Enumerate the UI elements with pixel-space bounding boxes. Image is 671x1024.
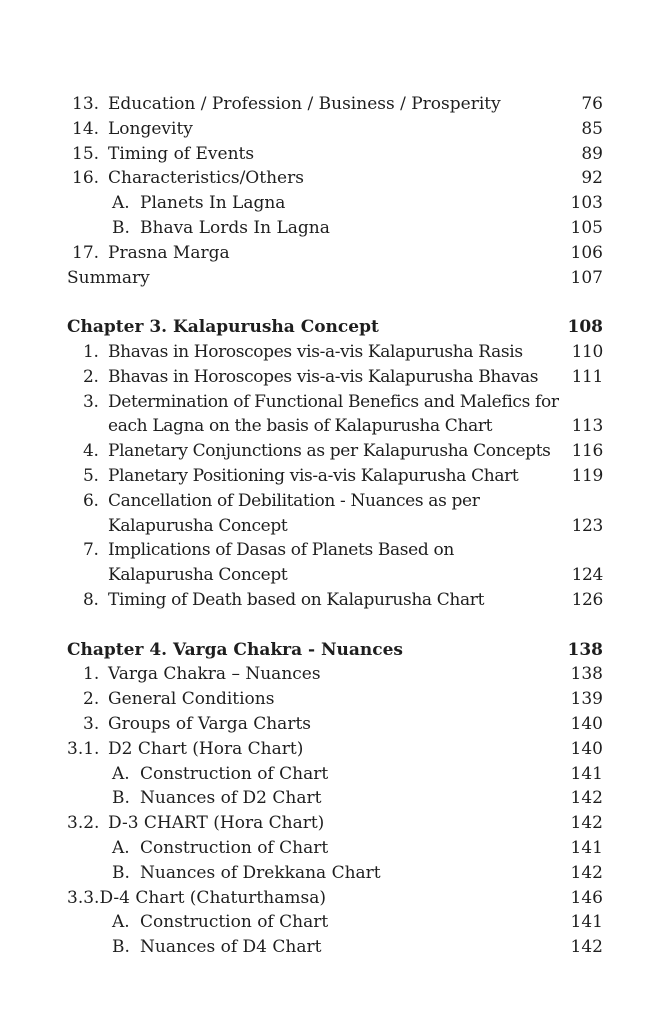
entry-title: Construction of Chart xyxy=(140,763,329,784)
entry-title: Groups of Varga Charts xyxy=(108,713,312,734)
entry-number: A. xyxy=(112,912,130,933)
entry-number: 7. xyxy=(83,540,99,561)
entry-title: Characteristics/Others xyxy=(108,168,304,189)
chapter-page: 138 xyxy=(567,639,603,660)
entry-page: 106 xyxy=(570,242,603,263)
entry-page: 142 xyxy=(570,788,603,809)
entry-number: 17. xyxy=(72,242,100,263)
entry-number: 1. xyxy=(83,341,99,362)
toc-entry[interactable] xyxy=(67,464,603,489)
entry-page: 142 xyxy=(570,937,603,958)
entry-title: Nuances of D4 Chart xyxy=(140,937,322,958)
entry-number: B. xyxy=(112,862,130,883)
entry-title: Determination of Functional Benefics and Malefics for xyxy=(108,391,559,412)
toc-entry[interactable] xyxy=(67,687,603,712)
entry-page: 105 xyxy=(570,217,603,238)
entry-page: 107 xyxy=(570,267,603,288)
toc-entry[interactable] xyxy=(67,588,603,613)
entry-page: 141 xyxy=(570,912,603,933)
chapter-heading[interactable] xyxy=(67,315,603,340)
entry-page: 116 xyxy=(571,441,603,462)
toc-entry[interactable] xyxy=(67,191,603,216)
toc-entry[interactable] xyxy=(67,241,603,266)
entry-page: 142 xyxy=(570,862,603,883)
toc-entry-continuation[interactable] xyxy=(67,414,603,439)
toc-entry[interactable] xyxy=(67,166,603,191)
spacer xyxy=(67,613,603,638)
entry-page: 89 xyxy=(581,143,603,164)
entry-number: A. xyxy=(112,193,130,214)
entry-title: Nuances of Drekkana Chart xyxy=(140,862,381,883)
toc-entry[interactable] xyxy=(67,786,603,811)
toc-entry-continuation[interactable] xyxy=(67,514,603,539)
entry-title: Timing of Events xyxy=(108,143,255,164)
entry-page: 140 xyxy=(570,738,603,759)
entry-page: 138 xyxy=(570,664,603,685)
table-of-contents xyxy=(67,92,603,960)
entry-number: 3. xyxy=(83,713,100,734)
toc-entry[interactable] xyxy=(67,910,603,935)
entry-title: D2 Chart (Hora Chart) xyxy=(108,738,304,759)
toc-entry[interactable] xyxy=(67,762,603,787)
entry-number: 1. xyxy=(83,664,100,685)
entry-number: 3.2. xyxy=(67,813,100,834)
chapter-heading[interactable] xyxy=(67,638,603,663)
entry-page: 123 xyxy=(571,515,603,536)
toc-entry[interactable] xyxy=(67,836,603,861)
entry-page: 92 xyxy=(581,168,603,189)
toc-entry[interactable] xyxy=(67,538,603,563)
entry-number: 5. xyxy=(83,465,99,486)
entry-number: 3. xyxy=(83,391,99,412)
entry-number: 14. xyxy=(72,118,100,139)
entry-number: B. xyxy=(112,217,130,238)
entry-title-continued: Kalapurusha Concept xyxy=(108,565,288,586)
toc-entry[interactable] xyxy=(67,117,603,142)
entry-number: 6. xyxy=(83,490,99,511)
entry-title: Timing of Death based on Kalapurusha Chart xyxy=(108,589,485,610)
entry-title: Planetary Conjunctions as per Kalapurusha Concepts xyxy=(108,441,551,462)
entry-number: 15. xyxy=(72,143,100,164)
toc-entry[interactable] xyxy=(67,662,603,687)
toc-entry-summary[interactable] xyxy=(67,266,603,291)
entry-title-continued: each Lagna on the basis of Kalapurusha Chart xyxy=(108,416,493,437)
entry-title-continued: Kalapurusha Concept xyxy=(108,515,288,536)
entry-number: A. xyxy=(112,763,130,784)
entry-page: 113 xyxy=(571,416,603,437)
entry-number: B. xyxy=(112,937,130,958)
entry-title: Planets In Lagna xyxy=(140,193,286,214)
entry-title: General Conditions xyxy=(108,689,275,710)
entry-page: 119 xyxy=(571,465,603,486)
entry-title: Bhava Lords In Lagna xyxy=(140,217,330,238)
entry-title: Planetary Positioning vis-a-vis Kalapurusha Chart xyxy=(108,465,519,486)
entry-title: Varga Chakra – Nuances xyxy=(108,664,321,685)
entry-title: Bhavas in Horoscopes vis-a-vis Kalapurusha Rasis xyxy=(108,341,523,362)
entry-number: 8. xyxy=(83,589,99,610)
entry-number: 2. xyxy=(83,366,99,387)
entry-number: 2. xyxy=(83,689,100,710)
toc-entry[interactable] xyxy=(67,92,603,117)
toc-entry-continuation[interactable] xyxy=(67,563,603,588)
toc-entry[interactable] xyxy=(67,390,603,415)
toc-entry[interactable] xyxy=(67,886,603,911)
entry-title: 3.3.D-4 Chart (Chaturthamsa) xyxy=(67,887,326,908)
toc-entry[interactable] xyxy=(67,365,603,390)
entry-title: Summary xyxy=(67,267,150,288)
entry-page: 111 xyxy=(571,366,603,387)
entry-number: 4. xyxy=(83,441,99,462)
entry-title: Implications of Dasas of Planets Based on xyxy=(108,540,454,561)
entry-title: D-3 CHART (Hora Chart) xyxy=(108,813,325,834)
entry-page: 139 xyxy=(570,689,603,710)
toc-entry[interactable] xyxy=(67,712,603,737)
toc-entry[interactable] xyxy=(67,216,603,241)
entry-number: 3.1. xyxy=(67,738,100,759)
entry-page: 76 xyxy=(581,94,603,114)
entry-page: 140 xyxy=(570,713,603,734)
spacer xyxy=(67,290,603,315)
entry-page: 110 xyxy=(571,341,603,362)
toc-entry[interactable] xyxy=(67,811,603,836)
entry-title: Construction of Chart xyxy=(140,837,329,858)
entry-page: 85 xyxy=(581,118,603,139)
entry-title: Education / Profession / Business / Prosperity xyxy=(108,94,501,114)
entry-title: Longevity xyxy=(108,118,193,139)
entry-page: 103 xyxy=(570,193,603,214)
entry-title: Nuances of D2 Chart xyxy=(140,788,322,809)
entry-page: 146 xyxy=(570,887,603,908)
entry-page: 141 xyxy=(570,837,603,858)
chapter-title: Chapter 3. Kalapurusha Concept xyxy=(67,317,379,338)
toc-entry[interactable] xyxy=(67,861,603,886)
toc-entry[interactable] xyxy=(67,489,603,514)
entry-number: 13. xyxy=(72,94,100,114)
entry-number: 16. xyxy=(72,168,100,189)
chapter-page: 108 xyxy=(567,317,603,338)
entry-page: 126 xyxy=(571,589,603,610)
entry-number: B. xyxy=(112,788,130,809)
entry-title: Cancellation of Debilitation - Nuances as per xyxy=(108,490,480,511)
toc-entry[interactable] xyxy=(67,935,603,960)
toc-entry[interactable] xyxy=(67,142,603,167)
entry-page: 142 xyxy=(570,813,603,834)
toc-entry[interactable] xyxy=(67,737,603,762)
entry-title: Prasna Marga xyxy=(108,242,230,263)
entry-number: A. xyxy=(112,837,130,858)
entry-page: 141 xyxy=(570,763,603,784)
toc-entry[interactable] xyxy=(67,340,603,365)
entry-page: 124 xyxy=(571,565,603,586)
chapter-title: Chapter 4. Varga Chakra - Nuances xyxy=(67,639,403,660)
toc-entry[interactable] xyxy=(67,439,603,464)
entry-title: Bhavas in Horoscopes vis-a-vis Kalapurusha Bhavas xyxy=(108,366,539,387)
entry-title: Construction of Chart xyxy=(140,912,329,933)
